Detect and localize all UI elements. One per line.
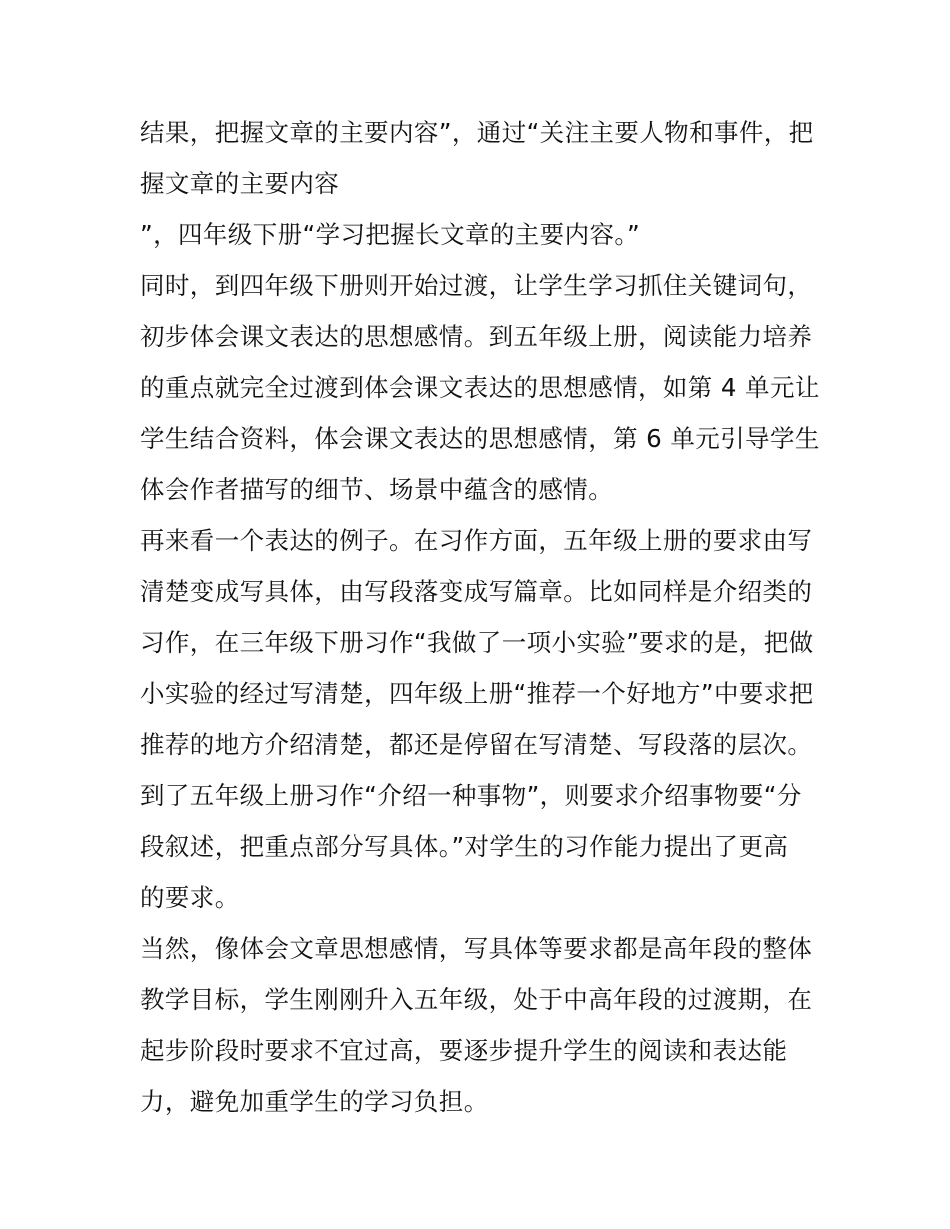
text-line: 到了五年级上册习作“介绍一种事物”，则要求介绍事物要“分 <box>140 781 802 810</box>
text-line: 当然，像体会文章思想感情，写具体等要求都是高年段的整体 <box>140 934 813 963</box>
text-line: 同时，到四年级下册则开始过渡，让学生学习抓住关键词句， <box>140 271 813 300</box>
text-line: 教学目标，学生刚刚升入五年级，处于中高年段的过渡期，在 <box>140 985 813 1014</box>
text-line: 力，避免加重学生的学习负担。 <box>140 1087 489 1116</box>
text-line: 再来看一个表达的例子。在习作方面，五年级上册的要求由写 <box>140 526 813 555</box>
text-line: ”，四年级下册“学习把握长文章的主要内容。” <box>140 220 641 249</box>
text-line: 习作，在三年级下册习作“我做了一项小实验”要求的是，把做 <box>140 628 814 657</box>
text-line: 握文章的主要内容 <box>140 169 340 198</box>
text-line: 的重点就完全过渡到体会课文表达的思想感情，如第 4 单元让 <box>140 373 820 402</box>
text-line: 段叙述，把重点部分写具体。”对学生的习作能力提出了更高 <box>140 832 789 861</box>
text-line: 起步阶段时要求不宜过高，要逐步提升学生的阅读和表达能 <box>140 1036 788 1065</box>
text-line: 结果，把握文章的主要内容”，通过“关注主要人物和事件，把 <box>140 118 814 147</box>
text-line: 的要求。 <box>140 883 240 912</box>
text-line: 推荐的地方介绍清楚，都还是停留在写清楚、写段落的层次。 <box>140 730 813 759</box>
text-line: 学生结合资料，体会课文表达的思想感情，第 6 单元引导学生 <box>140 424 820 453</box>
body-text <box>140 107 830 1127</box>
text-line: 体会作者描写的细节、场景中蕴含的感情。 <box>140 475 614 504</box>
text-line: 小实验的经过写清楚，四年级上册“推荐一个好地方”中要求把 <box>140 679 814 708</box>
text-line: 清楚变成写具体，由写段落变成写篇章。比如同样是介绍类的 <box>140 577 813 606</box>
text-line: 初步体会课文表达的思想感情。到五年级上册，阅读能力培养 <box>140 322 813 351</box>
